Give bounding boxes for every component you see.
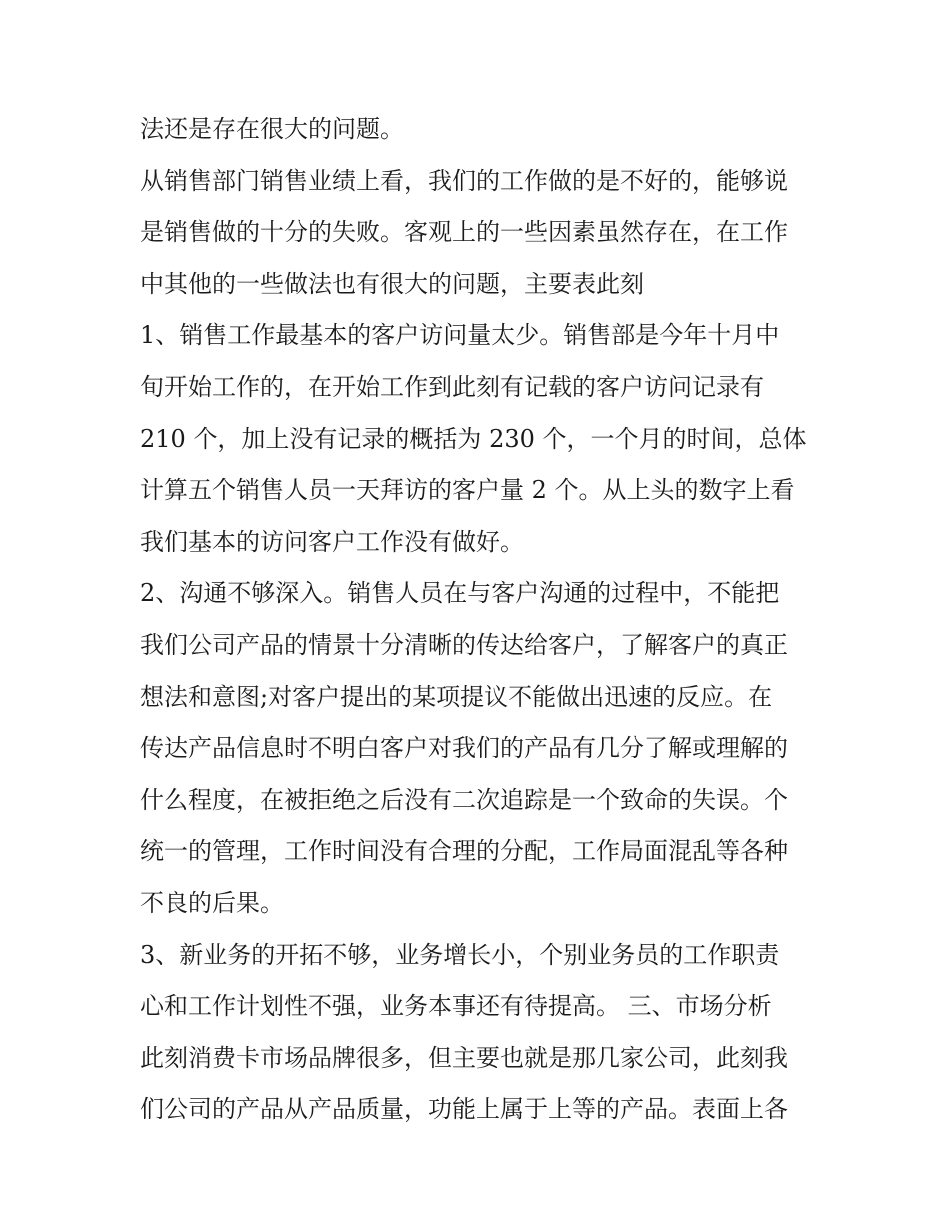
text-line: 统一的管理，工作时间没有合理的分配，工作局面混乱等各种 — [140, 837, 788, 866]
text-line: 法还是存在很大的问题。 — [140, 115, 404, 143]
text-line: 我们基本的访问客户工作没有做好。 — [140, 527, 524, 556]
text-line: 从销售部门销售业绩上看，我们的工作做的是不好的，能够说 — [140, 166, 788, 195]
text-line: 我们公司产品的情景十分清晰的传达给客户，了解客户的真正 — [140, 630, 788, 659]
text-line: 210 个，加上没有记录的概括为 230 个，一个月的时间，总体 — [140, 424, 807, 453]
text-line: 是销售做的十分的失败。客观上的一些因素虽然存在，在工作 — [140, 218, 788, 247]
text-line: 们公司的产品从产品质量，功能上属于上等的产品。表面上各 — [140, 1095, 788, 1124]
text-line: 旬开始工作的，在开始工作到此刻有记载的客户访问记录有 — [140, 372, 764, 401]
text-line: 心和工作计划性不强，业务本事还有待提高。 三、市场分析 — [140, 992, 772, 1021]
text-line: 计算五个销售人员一天拜访的客户量 2 个。从上头的数字上看 — [140, 476, 795, 505]
text-line: 想法和意图;对客户提出的某项提议不能做出迅速的反应。在 — [140, 682, 773, 711]
text-line: 不良的后果。 — [140, 888, 284, 917]
text-line: 中其他的一些做法也有很大的问题，主要表此刻 — [140, 269, 644, 298]
text-line: 3、新业务的开拓不够，业务增长小，个别业务员的工作职责 — [140, 940, 780, 969]
text-line: 什么程度，在被拒绝之后没有二次追踪是一个致命的失误。个 — [140, 785, 788, 814]
text-line: 2、沟通不够深入。销售人员在与客户沟通的过程中，不能把 — [140, 579, 780, 608]
text-line: 1、销售工作最基本的客户访问量太少。销售部是今年十月中 — [140, 321, 780, 350]
body-text — [140, 104, 820, 1136]
text-line: 传达产品信息时不明白客户对我们的产品有几分了解或理解的 — [140, 734, 788, 763]
text-line: 此刻消费卡市场品牌很多，但主要也就是那几家公司，此刻我 — [140, 1043, 788, 1072]
